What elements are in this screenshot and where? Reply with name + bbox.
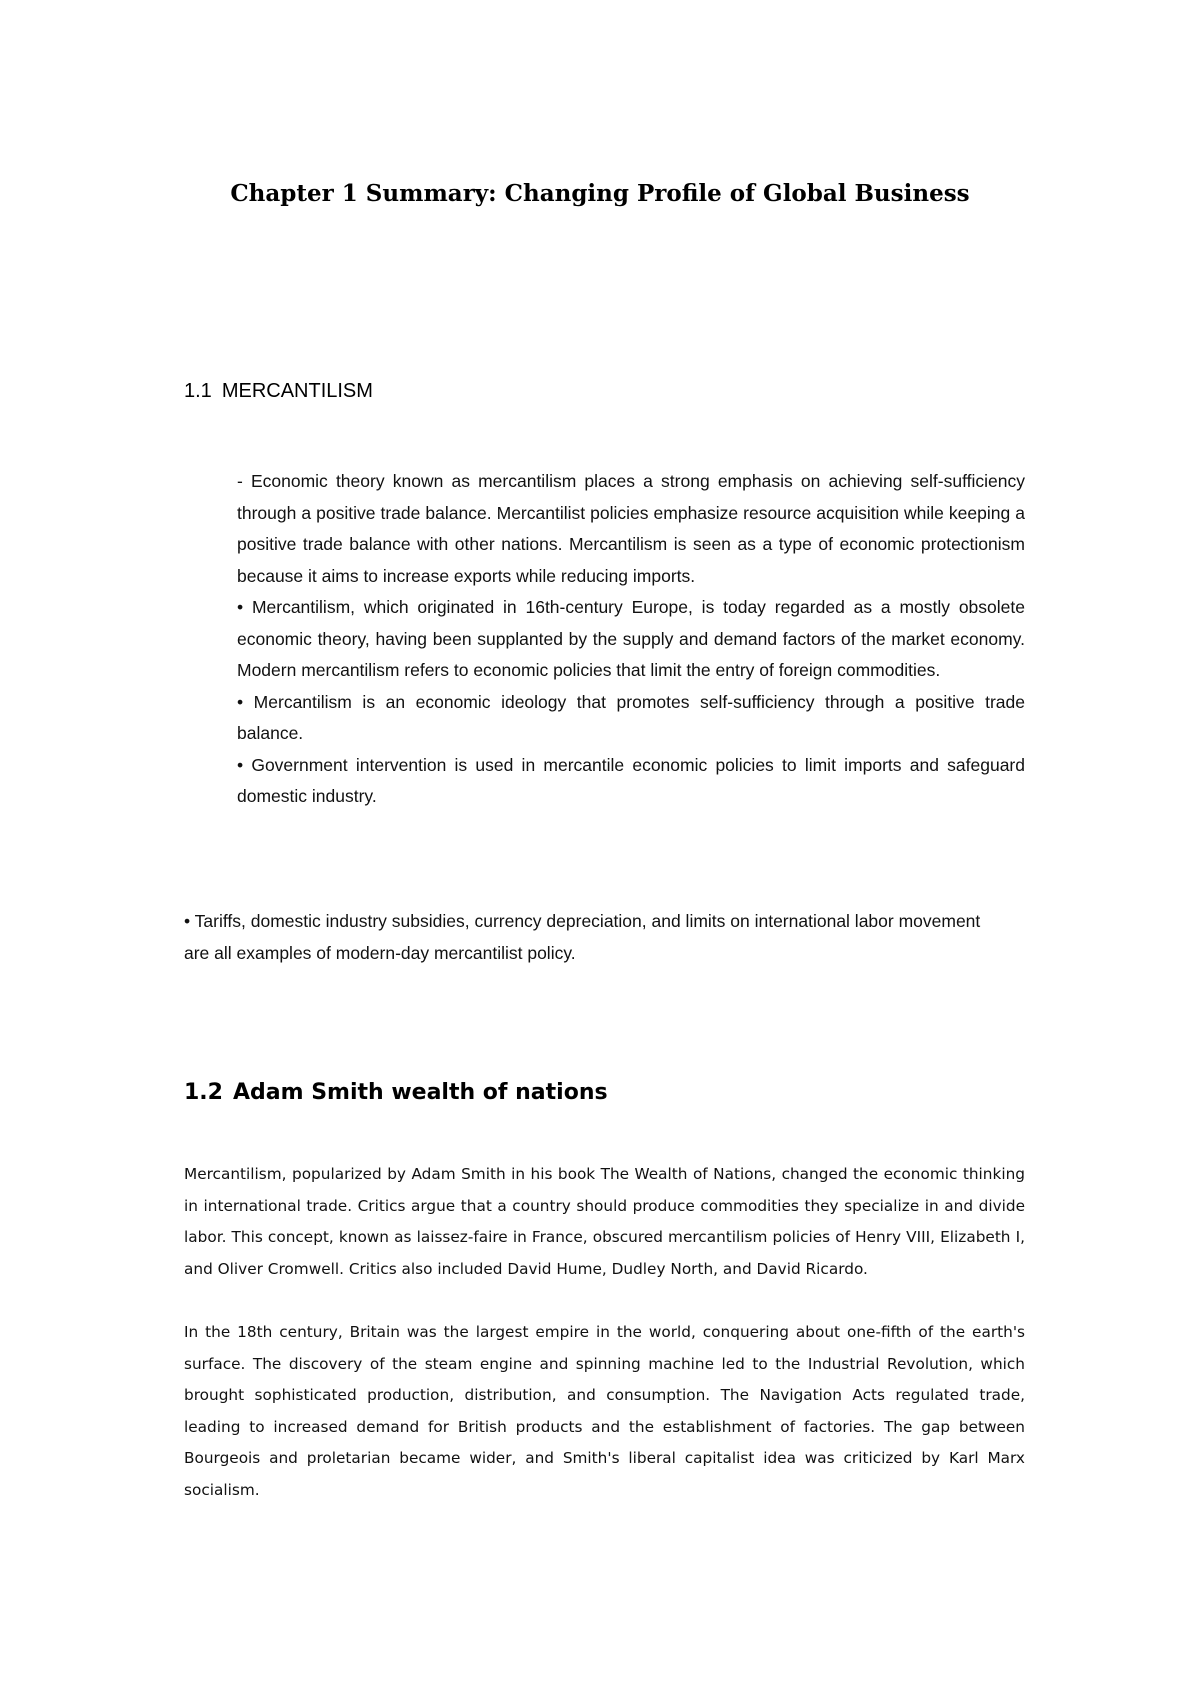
section-heading-adam-smith [184, 1078, 608, 1108]
section-heading-mercantilism [184, 378, 373, 404]
adam-smith-body [184, 1159, 1025, 1538]
mercantilism-list [237, 466, 1025, 813]
list-item: • Mercantilism is an economic ideology that promotes self-sufficiency through a positive trade balance. [237, 691, 1025, 743]
document-title: Chapter 1 Summary: Changing Profile of Global Business [230, 180, 970, 207]
list-item: • Government intervention is used in mercantile economic policies to limit imports and safeguard domestic industry. [237, 754, 1025, 806]
list-item: - Economic theory known as mercantilism places a strong emphasis on achieving self-sufficiency through a positive trade balance. Mercantilist policies emphasize resource acquisition while keeping a positive trade balance with other nations. Mercantilism is seen as a type of economic protectionism because it aims to increase exports while reducing imports. [237, 471, 1025, 586]
list-item: • Mercantilism, which originated in 16th-century Europe, is today regarded as a mostly obsolete economic theory, having been supplanted by the supply and demand factors of the market economy. Modern mercantilism refers to economic policies that limit the entry of foreign commodities. [237, 597, 1025, 680]
paragraph: In the 18th century, Britain was the largest empire in the world, conquering about one-fifth of the earth's surface. The discovery of the steam engine and spinning machine led to the Industrial Revolution, which brought sophisticated production, distribution, and consumption. The Navigation Acts regulated trade, leading to increased demand for British products and the establishment of factories. The gap between Bourgeois and proletarian became wider, and Smith's liberal capitalist idea was criticized by Karl Marx socialism. [184, 1323, 1025, 1499]
section-number: 1.1 [184, 380, 212, 402]
mercantilism-tail-bullet: • Tariffs, domestic industry subsidies, currency depreciation, and limits on international labor movement are all examples of modern-day mercantilist policy. [184, 911, 981, 963]
section-number: 1.2 [184, 1080, 223, 1105]
paragraph: Mercantilism, popularized by Adam Smith in his book The Wealth of Nations, changed the economic thinking in international trade. Critics argue that a country should produce commodities they specialize in and divide labor. This concept, known as laissez-faire in France, obscured mercantilism policies of Henry VIII, Elizabeth I, and Oliver Cromwell. Critics also included David Hume, Dudley North, and David Ricardo. [184, 1165, 1025, 1278]
section-title: MERCANTILISM [221, 380, 373, 402]
section-title: Adam Smith wealth of nations [232, 1080, 608, 1105]
